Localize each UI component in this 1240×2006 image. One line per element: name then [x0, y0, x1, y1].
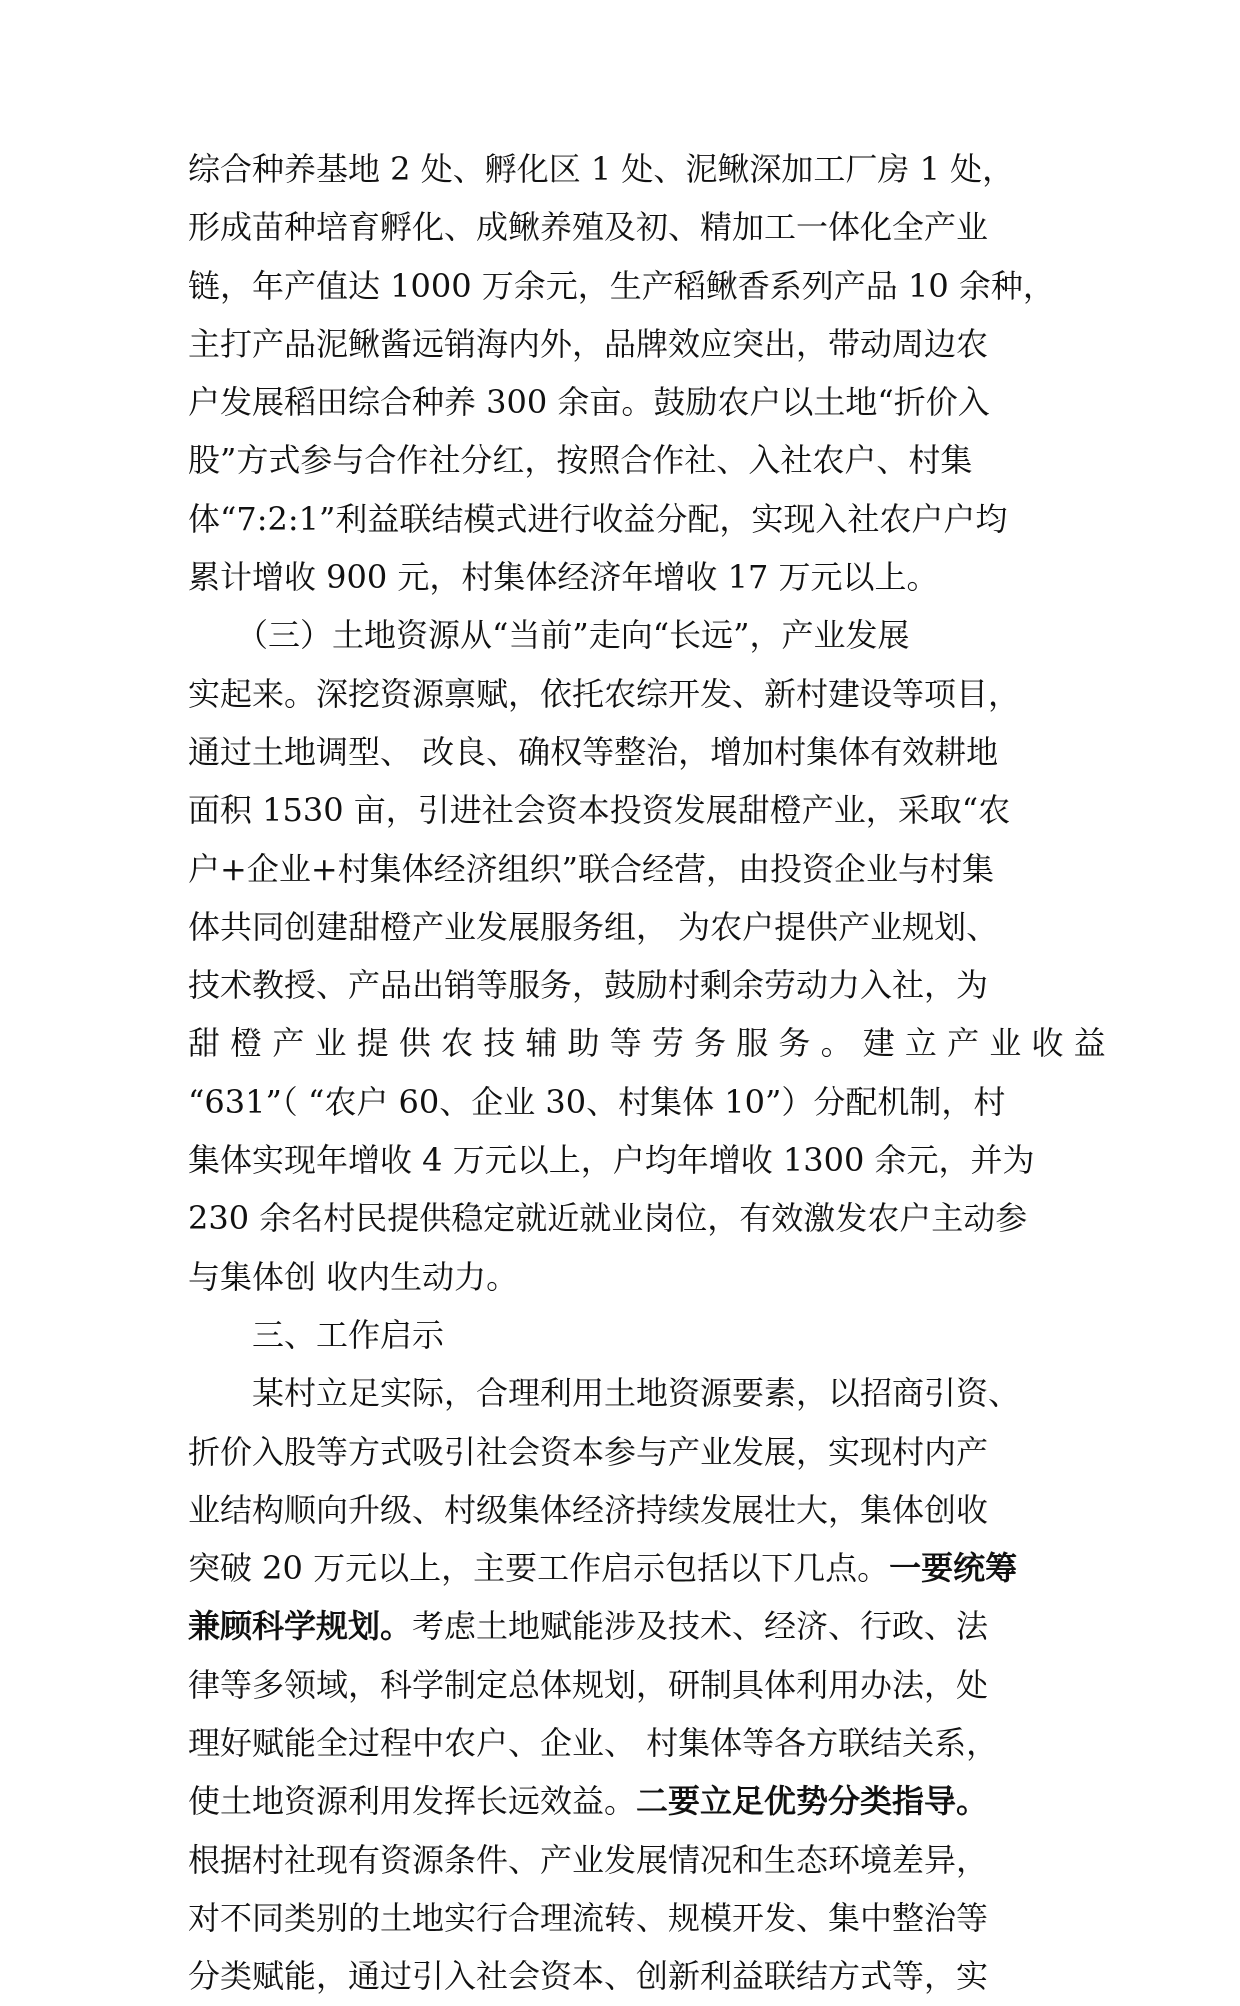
body-text-segment: 主打产品泥鳅酱远销海内外，品牌效应突出，带动周边农	[188, 324, 989, 363]
text-line	[188, 548, 1068, 606]
text-line	[188, 781, 1068, 839]
body-text-segment: 集体实现年增收 4 万元以上，户均年增收 1300 余元，并为	[188, 1141, 1035, 1180]
text-line	[188, 431, 1068, 489]
body-text-segment: 技术教授、产品出销等服务，鼓励村剩余劳动力入社，为	[188, 966, 989, 1005]
body-text-segment: 体“7:2:1”利益联结模式进行收益分配，实现入社农户户均	[188, 499, 1008, 538]
text-line	[188, 1714, 1068, 1772]
body-text-segment: 甜 橙 产 业 提 供 农 技 辅 助 等 劳 务 服 务 。 建 立 产 业 收 益	[188, 1024, 1106, 1063]
text-line	[188, 1014, 1106, 1072]
text-line	[188, 1073, 1068, 1131]
body-text-segment: 考虑土地赋能涉及技术、经济、行政、法	[412, 1607, 989, 1646]
text-line	[188, 1831, 1068, 1889]
text-line	[188, 1597, 1068, 1655]
text-line	[188, 956, 1068, 1014]
text-line	[188, 1656, 1068, 1714]
body-text-segment: 累计增收 900 元，村集体经济年增收 17 万元以上。	[188, 558, 939, 597]
bold-heading-text: 兼顾科学规划。	[188, 1607, 413, 1646]
body-text-segment: 230 余名村民提供稳定就近就业岗位，有效激发农户主动参	[188, 1199, 1028, 1238]
body-text-segment: 使土地资源利用发挥长远效益。	[188, 1782, 637, 1821]
text-line	[188, 1889, 1068, 1947]
bold-heading-text: 二要立足优势分类指导。	[636, 1782, 989, 1821]
body-text-segment: （三）土地资源从“当前”走向“长远”，产业发展	[188, 616, 910, 655]
body-text-segment: 股”方式参与合作社分红，按照合作社、入社农户、村集	[188, 441, 973, 480]
text-line	[188, 490, 1068, 548]
body-text-segment: “631”（ “农户 60、企业 30、村集体 10”）分配机制，村	[188, 1082, 1006, 1121]
body-text-segment: 三、工作启示	[188, 1315, 445, 1354]
text-line	[188, 898, 1068, 956]
text-line	[188, 1539, 1068, 1597]
body-text-segment: 某村立足实际，合理利用土地资源要素，以招商引资、	[188, 1374, 1021, 1413]
text-line	[188, 198, 1068, 256]
body-text-segment: 形成苗种培育孵化、成鳅养殖及初、精加工一体化全产业	[188, 208, 989, 247]
body-text-segment: 通过土地调型、 改良、确权等整治，增加村集体有效耕地	[188, 732, 999, 771]
body-text-segment: 理好赋能全过程中农户、企业、 村集体等各方联结关系，	[188, 1724, 999, 1763]
text-line	[188, 1306, 1068, 1364]
body-text-segment: 实起来。深挖资源禀赋，依托农综开发、新村建设等项目，	[188, 674, 1021, 713]
body-text-segment: 分类赋能，通过引入社会资本、创新利益联结方式等，实	[188, 1957, 989, 1996]
body-text-segment: 业结构顺向升级、村级集体经济持续发展壮大，集体创收	[188, 1490, 989, 1529]
text-line	[188, 1248, 1068, 1306]
body-text-segment: 户发展稻田综合种养 300 余亩。鼓励农户以土地“折价入	[188, 383, 990, 422]
body-text-segment: 链，年产值达 1000 万余元，生产稻鳅香系列产品 10 余种，	[188, 266, 1055, 305]
text-line	[188, 1364, 1068, 1422]
text-line	[188, 606, 1068, 664]
text-line	[188, 840, 1068, 898]
body-text-segment: 体共同创建甜橙产业发展服务组， 为农户提供产业规划、	[188, 907, 999, 946]
bold-heading-text: 一要统筹	[889, 1549, 1018, 1588]
body-text	[188, 140, 1106, 2006]
text-line	[188, 1131, 1068, 1189]
text-line	[188, 1947, 1068, 2005]
body-text-segment: 突破 20 万元以上，主要工作启示包括以下几点。	[188, 1549, 890, 1588]
text-line	[188, 373, 1068, 431]
body-text-segment: 折价入股等方式吸引社会资本参与产业发展，实现村内产	[188, 1432, 989, 1471]
body-text-segment: 综合种养基地 2 处、孵化区 1 处、泥鳅深加工厂房 1 处，	[188, 150, 1015, 188]
body-text-segment: 与集体创 收内生动力。	[188, 1257, 519, 1296]
text-line	[188, 315, 1068, 373]
text-line	[188, 1423, 1068, 1481]
text-line	[188, 140, 1068, 198]
text-line	[188, 1481, 1068, 1539]
body-text-segment: 对不同类别的土地实行合理流转、规模开发、集中整治等	[188, 1898, 989, 1937]
body-text-segment: 根据村社现有资源条件、产业发展情况和生态环境差异，	[188, 1840, 989, 1879]
text-line	[188, 1772, 1068, 1830]
text-line	[188, 1189, 1068, 1247]
body-text-segment: 面积 1530 亩，引进社会资本投资发展甜橙产业，采取“农	[188, 791, 1011, 830]
body-text-segment: 户+企业+村集体经济组织”联合经营，由投资企业与村集	[188, 849, 994, 888]
text-line	[188, 723, 1068, 781]
text-line	[188, 257, 1068, 315]
body-text-segment: 律等多领域，科学制定总体规划，研制具体利用办法，处	[188, 1665, 989, 1704]
text-line	[188, 665, 1068, 723]
